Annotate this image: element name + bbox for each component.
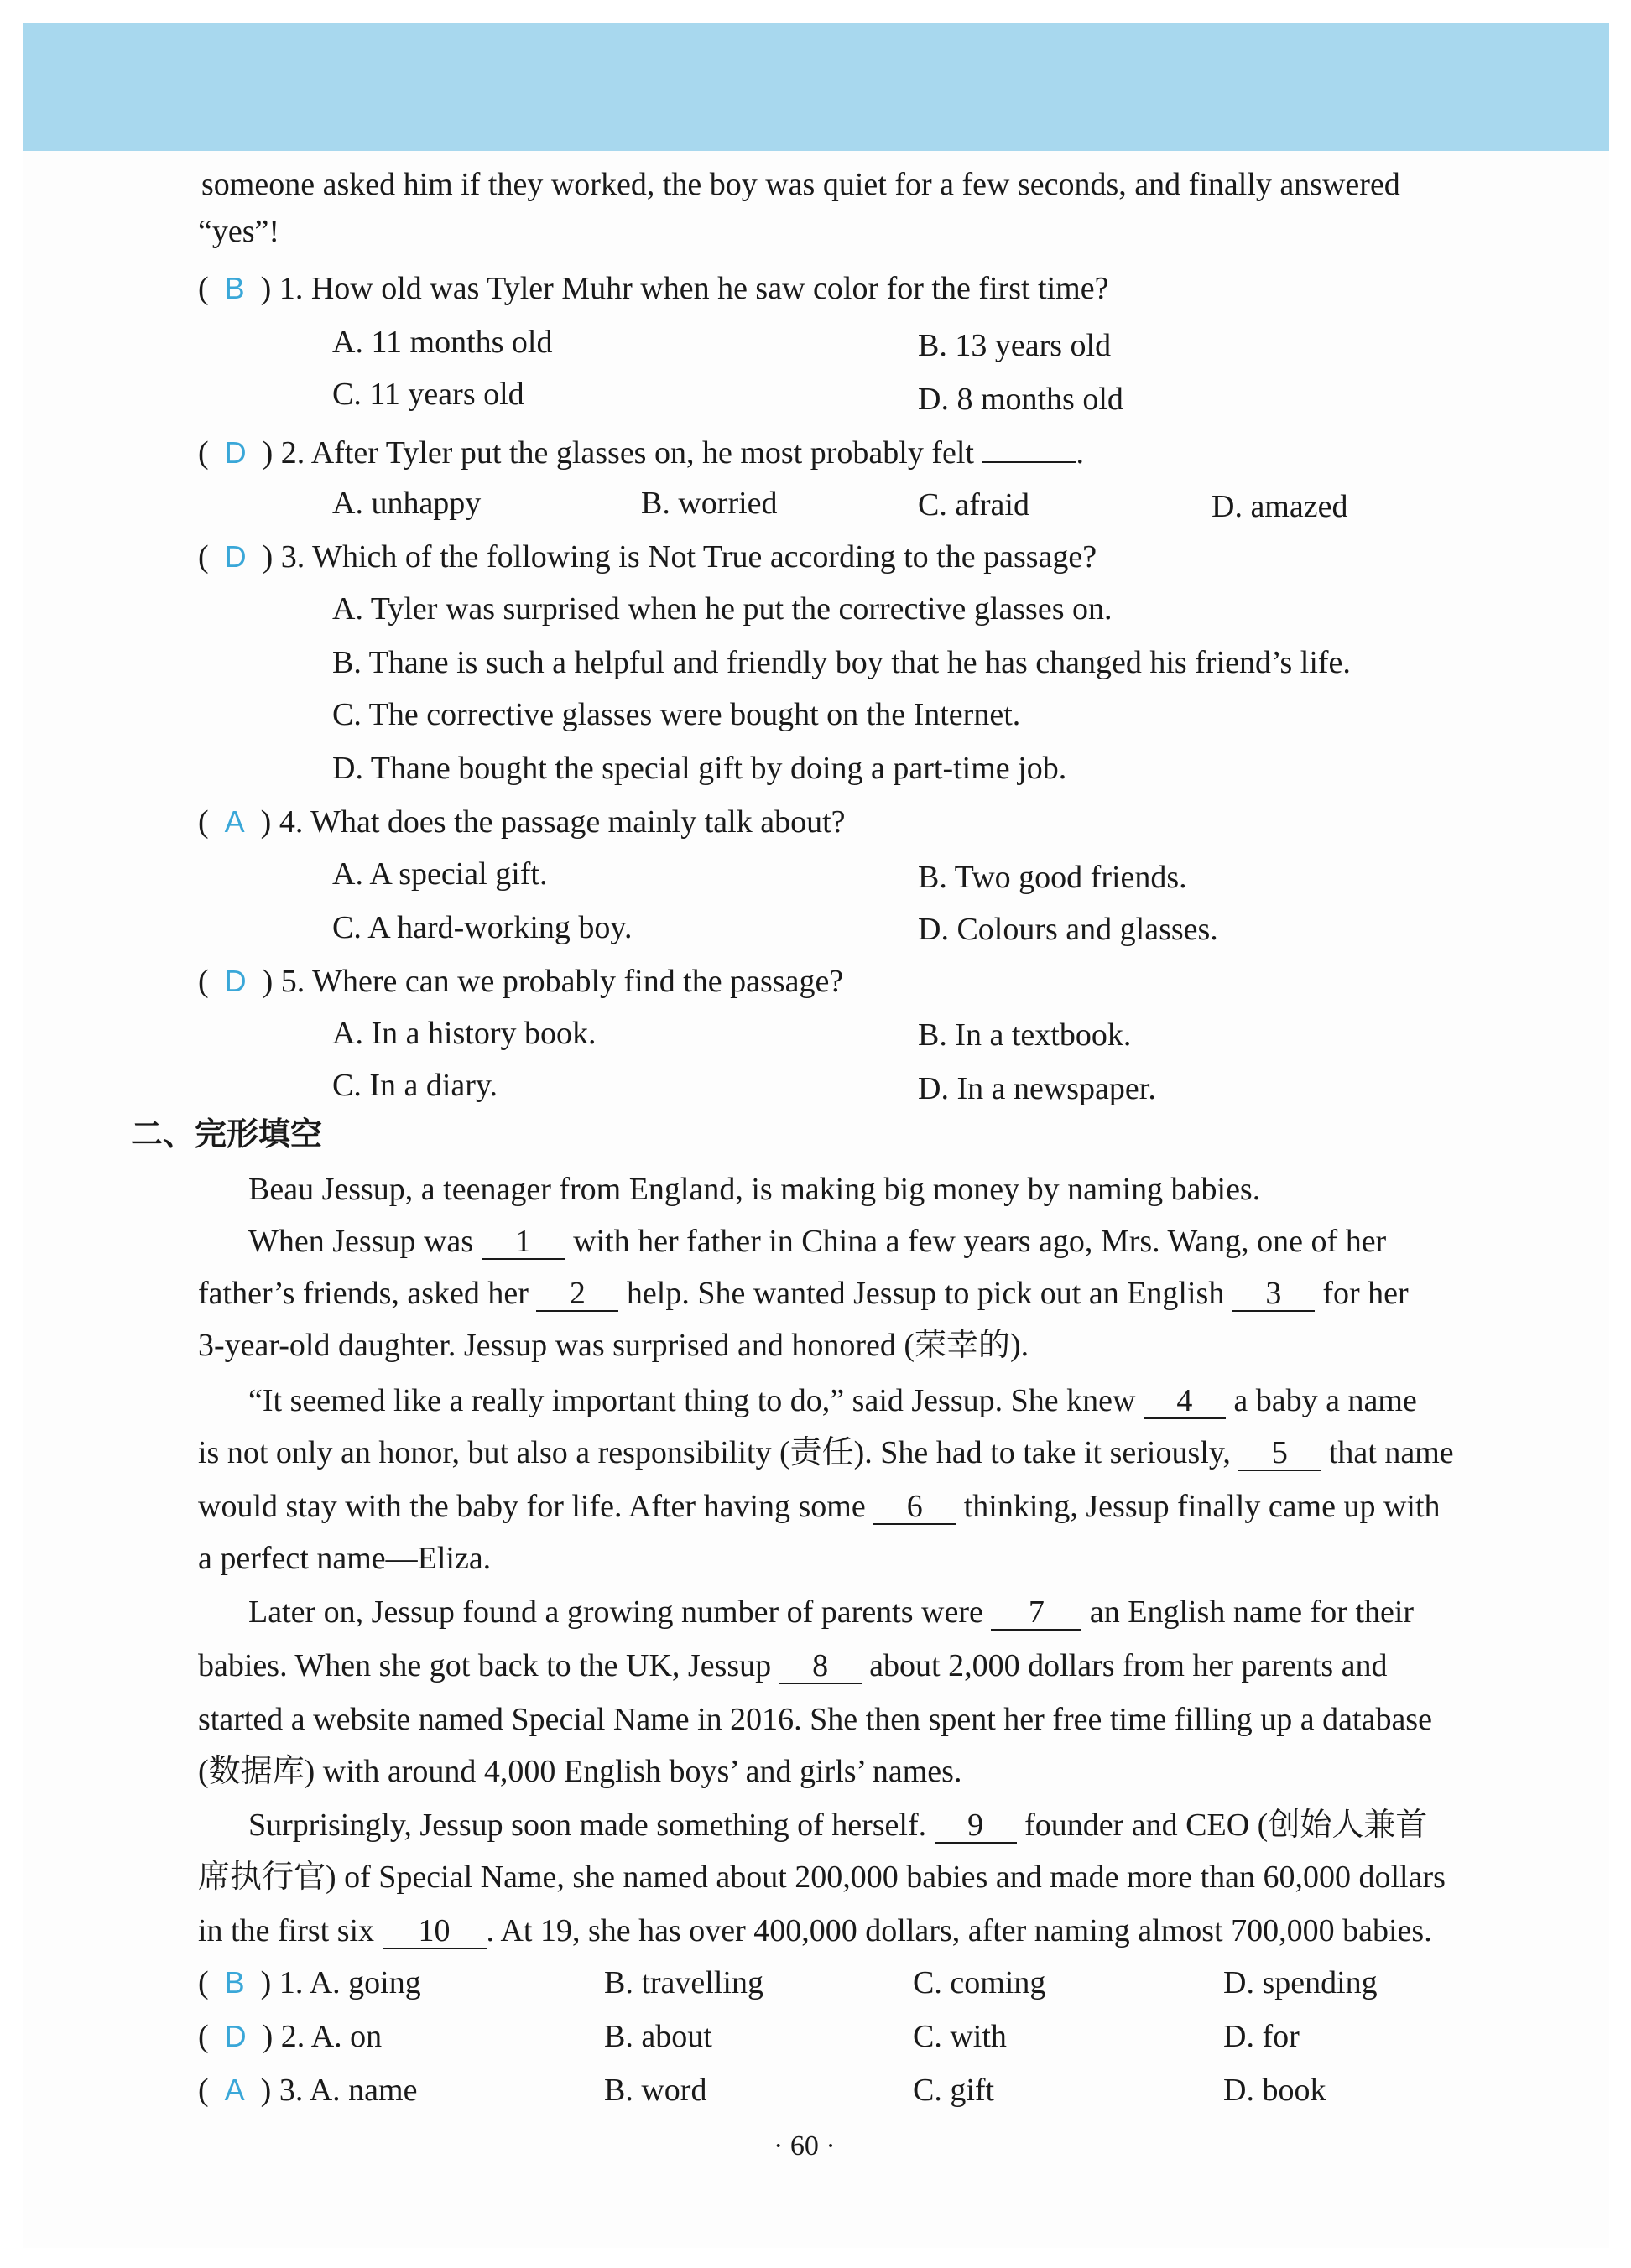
cloze-text: “It seemed like a really important thing to do,” said Jessup. She knew 4 a baby a name — [248, 1383, 1417, 1418]
cloze-blank: 6 — [873, 1490, 956, 1525]
option: B. Two good friends. — [918, 860, 1187, 895]
option: D. book — [1223, 2073, 1326, 2108]
answer-mark: A — [224, 804, 245, 839]
header-band — [23, 23, 1609, 151]
cloze-blank: 4 — [1144, 1384, 1226, 1419]
cloze-text: (数据库) with around 4,000 English boys’ and girls’ names. — [198, 1754, 962, 1789]
option: C. In a diary. — [332, 1068, 498, 1103]
option: A. A special gift. — [332, 856, 548, 892]
option: C. The corrective glasses were bought on the Internet. — [332, 697, 1021, 732]
option: B. 13 years old — [918, 328, 1112, 363]
option: C. 11 years old — [332, 377, 524, 412]
cloze-text: started a website named Special Name in 2016. She then spent her free time filling up a database — [198, 1702, 1432, 1737]
option: D. spending — [1223, 1965, 1378, 2000]
passage-text: someone asked him if they worked, the boy was quiet for a few seconds, and finally answered — [201, 167, 1400, 202]
option: C. gift — [913, 2073, 995, 2108]
cloze-text: Beau Jessup, a teenager from England, is making big money by naming babies. — [248, 1172, 1261, 1207]
cloze-text: Later on, Jessup found a growing number of parents were 7 an English name for their — [248, 1594, 1415, 1630]
question-3: ( D ) 3. Which of the following is Not True according to the passage? — [198, 539, 1097, 575]
option: D. 8 months old — [918, 382, 1123, 417]
answer-blank — [982, 428, 1076, 463]
cloze-blank: 1 — [482, 1225, 565, 1260]
cloze-text: in the first six 10 . At 19, she has over 400,000 dollars, after naming almost 700,000 babies. — [198, 1913, 1432, 1948]
cloze-text: is not only an honor, but also a responsibility (责任). She had to take it seriously, 5 that name — [198, 1435, 1454, 1470]
answer-mark: D — [224, 539, 247, 574]
cloze-text: babies. When she got back to the UK, Jessup 8 about 2,000 dollars from her parents and — [198, 1648, 1388, 1683]
answer-mark: D — [224, 964, 247, 998]
cloze-question-3: ( A ) 3. A. name — [198, 2073, 418, 2108]
cloze-blank: 3 — [1232, 1277, 1315, 1312]
cloze-text: father’s friends, asked her 2 help. She wanted Jessup to pick out an English 3 for her — [198, 1276, 1409, 1311]
passage-text: “yes”! — [198, 214, 280, 249]
option: B. about — [604, 2019, 712, 2054]
option: A. 11 months old — [332, 325, 553, 360]
cloze-blank: 7 — [991, 1595, 1081, 1631]
option: B. worried — [641, 486, 778, 521]
option: D. In a newspaper. — [918, 1071, 1156, 1106]
answer-mark: D — [224, 2019, 247, 2053]
cloze-blank: 9 — [935, 1808, 1017, 1844]
option: B. In a textbook. — [918, 1017, 1132, 1053]
option: D. for — [1223, 2019, 1300, 2054]
cloze-blank: 2 — [536, 1277, 618, 1312]
cloze-text: When Jessup was 1 with her father in China a few years ago, Mrs. Wang, one of her — [248, 1224, 1387, 1259]
cloze-text: would stay with the baby for life. After having some 6 thinking, Jessup finally came up with — [198, 1489, 1441, 1524]
option: D. amazed — [1212, 489, 1348, 524]
cloze-question-1: ( B ) 1. A. going — [198, 1965, 421, 2000]
page-number: · 60 · — [774, 2130, 836, 2161]
cloze-text: a perfect name—Eliza. — [198, 1541, 492, 1576]
section-heading: 二、完形填空 — [131, 1116, 323, 1152]
answer-mark: A — [224, 2073, 245, 2107]
option: D. Colours and glasses. — [918, 912, 1218, 947]
option: C. afraid — [918, 487, 1029, 523]
question-5: ( D ) 5. Where can we probably find the passage? — [198, 964, 844, 999]
option: A. unhappy — [332, 486, 482, 521]
option: C. with — [913, 2019, 1007, 2054]
option: D. Thane bought the special gift by doing a part-time job. — [332, 751, 1067, 786]
option: A. Tyler was surprised when he put the corrective glasses on. — [332, 591, 1113, 627]
option: C. coming — [913, 1965, 1046, 2000]
option: B. travelling — [604, 1965, 763, 2000]
option: B. Thane is such a helpful and friendly boy that he has changed his friend’s life. — [332, 645, 1351, 680]
cloze-text: Surprisingly, Jessup soon made something of herself. 9 founder and CEO (创始人兼首 — [248, 1808, 1428, 1843]
answer-mark: B — [224, 1965, 245, 2000]
option: C. A hard-working boy. — [332, 910, 633, 945]
answer-mark: B — [224, 271, 245, 305]
question-1: ( B ) 1. How old was Tyler Muhr when he saw color for the first time? — [198, 271, 1109, 306]
cloze-question-2: ( D ) 2. A. on — [198, 2019, 383, 2054]
cloze-blank: 10 — [383, 1914, 487, 1949]
answer-mark: D — [224, 435, 247, 470]
cloze-blank: 5 — [1238, 1436, 1321, 1471]
cloze-blank: 8 — [779, 1649, 862, 1684]
cloze-text: 席执行官) of Special Name, she named about 200,000 babies and made more than 60,000 dollars — [198, 1860, 1446, 1895]
cloze-text: 3-year-old daughter. Jessup was surprised and honored (荣幸的). — [198, 1328, 1029, 1363]
question-2: ( D ) 2. After Tyler put the glasses on, he most probably felt . — [198, 428, 1084, 473]
option: B. word — [604, 2073, 707, 2108]
question-4: ( A ) 4. What does the passage mainly talk about? — [198, 804, 846, 840]
option: A. In a history book. — [332, 1016, 597, 1051]
